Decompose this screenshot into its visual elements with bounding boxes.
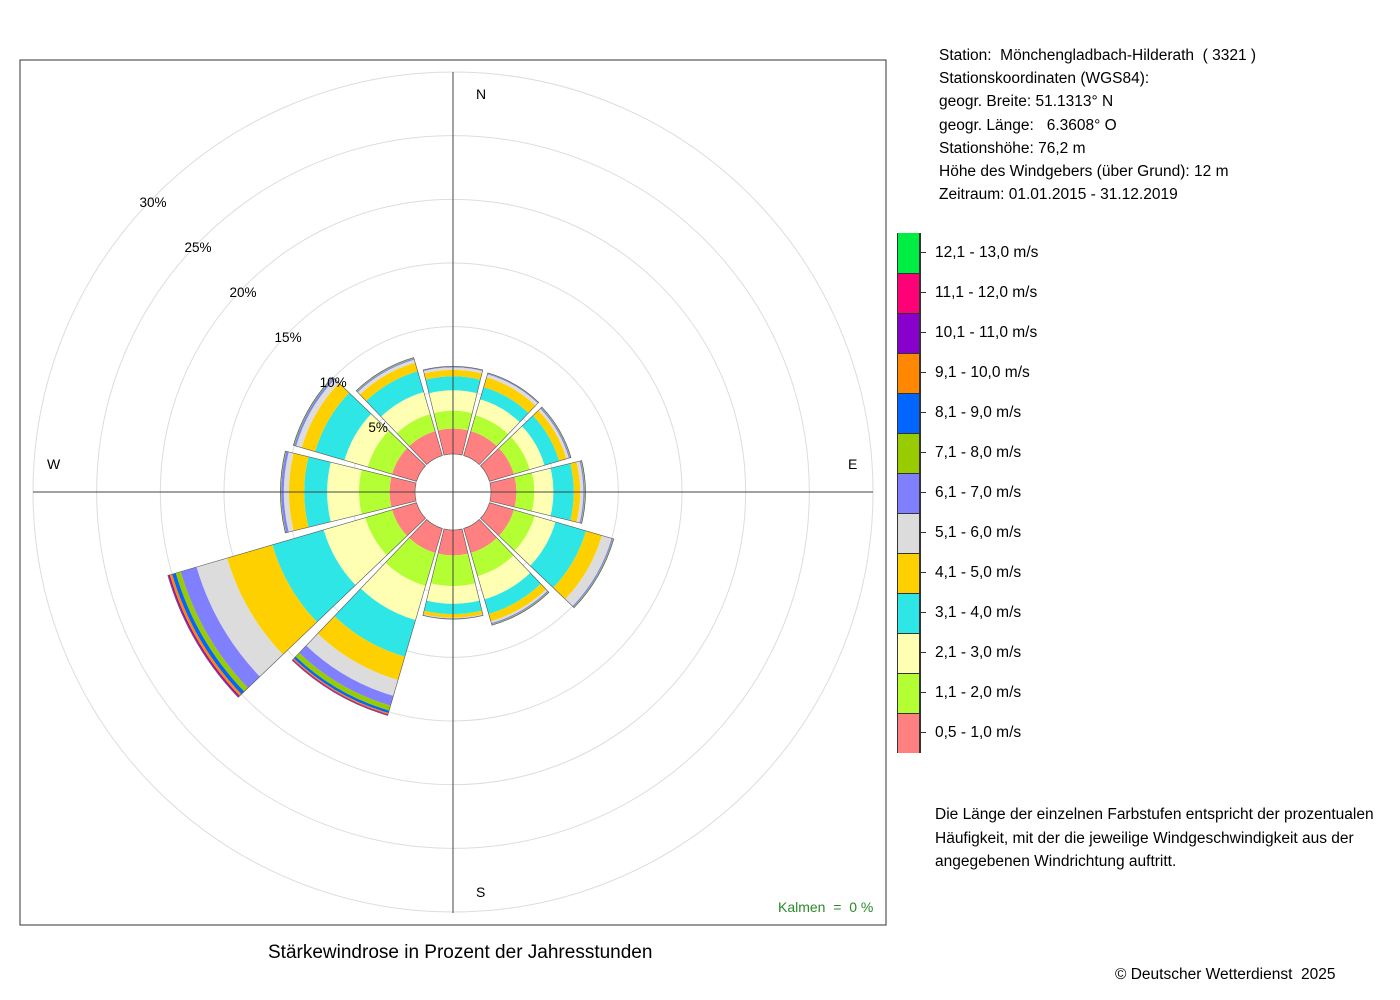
legend-tick — [920, 652, 926, 653]
legend-item — [897, 273, 1197, 313]
legend-item — [897, 433, 1197, 473]
legend-label: 7,1 - 8,0 m/s — [935, 444, 1022, 461]
time-period: Zeitraum: 01.01.2015 - 31.12.2019 — [939, 186, 1178, 204]
ring-label-30: 30% — [139, 195, 167, 211]
station-name: Station: Mönchengladbach-Hilderath ( 3321 ) — [939, 47, 1257, 64]
compass-label-N: N — [476, 86, 487, 102]
anemometer-height: Höhe des Windgebers (über Grund): 12 m — [939, 163, 1229, 181]
legend-swatch — [897, 633, 920, 673]
station-longitude: geogr. Länge: 6.3608° O — [939, 116, 1117, 134]
legend-item — [897, 313, 1197, 353]
legend-item — [897, 513, 1197, 553]
legend-item — [897, 633, 1197, 673]
copyright: © Deutscher Wetterdienst 2025 — [1115, 966, 1336, 983]
compass-label-S: S — [476, 884, 486, 900]
legend-tick — [920, 292, 926, 293]
legend-swatch — [897, 433, 920, 473]
legend-label: 1,1 - 2,0 m/s — [935, 684, 1022, 701]
legend-tick — [920, 732, 926, 733]
legend-label: 0,5 - 1,0 m/s — [935, 724, 1022, 741]
explanation-note: Die Länge der einzelnen Farbstufen entspricht der prozentualen Häufigkeit, mit der die jeweilige Windgeschwindigkeit aus der angegebenen Windrichtung auftritt. — [935, 806, 1374, 870]
legend-tick — [920, 692, 926, 693]
station-info — [939, 44, 1256, 206]
legend-label: 5,1 - 6,0 m/s — [935, 524, 1022, 541]
legend-tick — [920, 452, 926, 453]
chart-title: Stärkewindrose in Prozent der Jahresstunden — [268, 942, 653, 963]
legend-tick — [920, 412, 926, 413]
legend-label: 4,1 - 5,0 m/s — [935, 564, 1022, 581]
station-altitude: Stationshöhe: 76,2 m — [939, 139, 1086, 157]
legend-swatch — [897, 313, 920, 353]
legend-label: 6,1 - 7,0 m/s — [935, 484, 1022, 501]
legend-label: 12,1 - 13,0 m/s — [935, 244, 1039, 261]
legend-item — [897, 553, 1197, 593]
legend-item — [897, 233, 1197, 273]
legend-swatch — [897, 593, 920, 633]
legend-swatch — [897, 473, 920, 513]
legend-swatch — [897, 233, 920, 273]
legend-label: 3,1 - 4,0 m/s — [935, 604, 1022, 621]
legend-swatch — [897, 393, 920, 433]
legend-item — [897, 713, 1197, 753]
ring-label-25: 25% — [184, 240, 212, 256]
legend-tick — [920, 612, 926, 613]
legend-swatch — [897, 353, 920, 393]
legend-tick — [920, 332, 926, 333]
compass-label-W: W — [47, 456, 61, 472]
legend-label: 2,1 - 3,0 m/s — [935, 644, 1022, 661]
legend-label: 9,1 - 10,0 m/s — [935, 364, 1030, 381]
ring-label-20: 20% — [229, 285, 257, 301]
legend-swatch — [897, 513, 920, 553]
legend-tick — [920, 572, 926, 573]
ring-label-15: 15% — [274, 330, 302, 346]
legend-tick — [920, 492, 926, 493]
legend-tick — [920, 252, 926, 253]
calm-label: Kalmen = 0 % — [778, 899, 874, 915]
legend-swatch — [897, 553, 920, 593]
station-latitude: geogr. Breite: 51.1313° N — [939, 93, 1114, 111]
legend-swatch — [897, 713, 920, 753]
legend-item — [897, 353, 1197, 393]
compass-label-E: E — [848, 456, 858, 472]
legend-item — [897, 673, 1197, 713]
legend-label: 10,1 - 11,0 m/s — [935, 324, 1038, 341]
legend-label: 8,1 - 9,0 m/s — [935, 404, 1022, 421]
legend-tick — [920, 532, 926, 533]
legend-label: 11,1 - 12,0 m/s — [935, 284, 1038, 301]
legend-item — [897, 393, 1197, 433]
legend-swatch — [897, 673, 920, 713]
legend-item — [897, 593, 1197, 633]
ring-label-5: 5% — [368, 420, 388, 436]
legend-tick — [920, 372, 926, 373]
legend-item — [897, 473, 1197, 513]
ring-label-10: 10% — [319, 375, 347, 391]
legend-swatch — [897, 273, 920, 313]
station-coordinates-heading: Stationskoordinaten (WGS84): — [939, 70, 1150, 88]
